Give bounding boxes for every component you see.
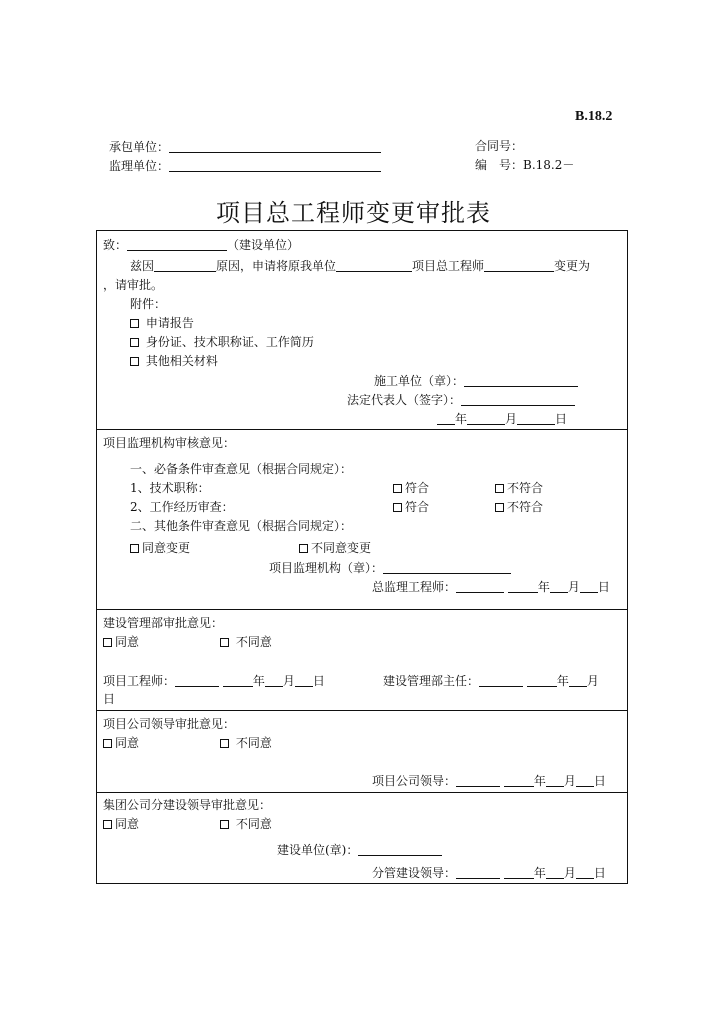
- attachment-item[interactable]: [130, 336, 314, 348]
- original-unit-blank[interactable]: [336, 259, 412, 272]
- reason-text-3: 项目总工程师: [412, 259, 485, 273]
- checkbox[interactable]: [393, 484, 402, 493]
- year-blank[interactable]: [437, 412, 455, 425]
- disagree-label: 不同意: [235, 635, 272, 649]
- supervisor-label: 监理单位：: [109, 159, 170, 173]
- day-label: 日: [593, 866, 606, 880]
- project-engineer-line: [103, 674, 325, 687]
- disagree-option[interactable]: [220, 818, 272, 830]
- tech-title-not-conform[interactable]: [495, 482, 543, 494]
- year-label: 年: [533, 774, 546, 788]
- contract-no-label: 合同号：: [475, 139, 524, 153]
- not-conform-label: 不符合: [507, 481, 544, 495]
- year-blank[interactable]: [508, 580, 538, 593]
- month-blank[interactable]: [467, 412, 505, 425]
- checkbox[interactable]: [220, 638, 229, 647]
- reason-text-4: 变更为: [554, 259, 591, 273]
- supervision-heading: 项目监理机构审核意见：: [103, 436, 236, 450]
- agree-option[interactable]: [103, 818, 139, 830]
- disagree-change-option[interactable]: [299, 542, 371, 554]
- supervision-org-blank[interactable]: [383, 561, 511, 574]
- month-label: 月: [586, 674, 599, 688]
- group-leader-line: [372, 866, 606, 879]
- unit-seal-label: 施工单位（章）：: [374, 374, 465, 388]
- required-review-title: 一、必备条件审查意见（根据合同规定）：: [130, 462, 353, 476]
- month-blank[interactable]: [550, 580, 568, 593]
- day-blank[interactable]: [576, 866, 594, 879]
- year-blank[interactable]: [223, 674, 253, 687]
- day-label: 日: [593, 774, 606, 788]
- attachment-label: 其他相关材料: [145, 354, 218, 368]
- not-conform-label: 不符合: [507, 500, 544, 514]
- company-leader-heading: 项目公司领导审批意见：: [103, 717, 236, 731]
- year-blank[interactable]: [527, 674, 557, 687]
- year-label: 年: [533, 866, 546, 880]
- divider-3: [96, 710, 628, 711]
- tech-title-item: 1、技术职称：: [130, 481, 210, 495]
- reason-end: ，请审批。: [103, 278, 164, 292]
- attachment-item[interactable]: [130, 317, 194, 329]
- to-suffix: （建设单位）: [227, 238, 300, 252]
- day-blank[interactable]: [517, 412, 555, 425]
- other-review-title: 二、其他条件审查意见（根据合同规定）：: [130, 519, 353, 533]
- year-blank[interactable]: [504, 866, 534, 879]
- year-blank[interactable]: [504, 774, 534, 787]
- contractor-field: [109, 140, 381, 153]
- supervisor-blank[interactable]: [169, 159, 381, 172]
- director-label: 建设管理部主任：: [383, 674, 480, 688]
- month-label: 月: [282, 674, 295, 688]
- day-blank[interactable]: [580, 580, 598, 593]
- divider-1: [96, 429, 628, 430]
- director-line: [383, 674, 599, 687]
- checkbox[interactable]: [220, 739, 229, 748]
- agree-option[interactable]: [103, 636, 139, 648]
- month-label: 月: [563, 866, 576, 880]
- supervisor-field: [109, 159, 381, 172]
- reason-text-1: 兹因: [130, 259, 155, 273]
- chief-engineer-line: [372, 580, 610, 593]
- project-engineer-blank[interactable]: [175, 674, 219, 687]
- agree-label: 同意: [115, 635, 140, 649]
- day-blank[interactable]: [576, 774, 594, 787]
- work-history-conform[interactable]: [393, 501, 429, 513]
- attachment-label: 身份证、技术职称证、工作简历: [145, 335, 314, 349]
- attachment-item[interactable]: [130, 355, 218, 367]
- month-label: 月: [505, 412, 518, 426]
- work-history-item: 2、工作经历审查：: [130, 500, 234, 514]
- month-label: 月: [563, 774, 576, 788]
- checkbox[interactable]: [103, 638, 112, 647]
- year-label: 年: [252, 674, 265, 688]
- company-leader-label: 项目公司领导：: [372, 774, 457, 788]
- checkbox[interactable]: [299, 544, 308, 553]
- director-day-label: 日: [103, 692, 116, 706]
- group-leader-label: 分管建设领导：: [372, 866, 457, 880]
- director-blank[interactable]: [479, 674, 523, 687]
- day-label: 日: [312, 674, 325, 688]
- agree-label: 同意: [115, 817, 140, 831]
- checkbox[interactable]: [393, 503, 402, 512]
- month-blank[interactable]: [569, 674, 587, 687]
- chief-engineer-label: 总监理工程师：: [372, 580, 457, 594]
- group-leader-blank[interactable]: [456, 866, 500, 879]
- original-engineer-blank[interactable]: [484, 259, 554, 272]
- month-label: 月: [567, 580, 580, 594]
- reason-text-2: 原因，申请将原我单位: [216, 259, 337, 273]
- month-blank[interactable]: [546, 866, 564, 879]
- form-code: B.18.2: [575, 109, 613, 124]
- month-blank[interactable]: [546, 774, 564, 787]
- divider-2: [96, 609, 628, 610]
- company-leader-line: [372, 774, 606, 787]
- agree-option[interactable]: [103, 737, 139, 749]
- checkbox[interactable]: [130, 544, 139, 553]
- checkbox[interactable]: [495, 484, 504, 493]
- legal-rep-line: [347, 393, 575, 406]
- to-blank[interactable]: [127, 238, 227, 251]
- agree-label: 同意: [115, 736, 140, 750]
- to-line: [103, 238, 299, 251]
- reason-line: [130, 259, 590, 272]
- month-blank[interactable]: [265, 674, 283, 687]
- checkbox[interactable]: [103, 820, 112, 829]
- group-leader-heading: 集团公司分建设领导审批意见：: [103, 798, 272, 812]
- supervision-org-line: [269, 561, 511, 574]
- reason-blank[interactable]: [154, 259, 216, 272]
- conform-label: 符合: [405, 481, 430, 495]
- day-label: 日: [597, 580, 610, 594]
- page-title: 项目总工程师变更审批表: [216, 199, 491, 227]
- disagree-label: 不同意: [235, 736, 272, 750]
- construction-unit-label: 建设单位(章)：: [277, 843, 359, 857]
- legal-rep-label: 法定代表人（签字）：: [347, 393, 462, 407]
- attachment-label: 申请报告: [145, 316, 194, 330]
- construction-unit-line: [277, 843, 442, 856]
- checkbox[interactable]: [495, 503, 504, 512]
- checkbox[interactable]: [220, 820, 229, 829]
- legal-rep-blank[interactable]: [461, 393, 575, 406]
- divider-4: [96, 792, 628, 793]
- project-engineer-label: 项目工程师：: [103, 674, 176, 688]
- checkbox[interactable]: [130, 338, 139, 347]
- year-label: 年: [556, 674, 569, 688]
- to-label: 致：: [103, 238, 128, 252]
- agree-change-option[interactable]: [130, 542, 190, 554]
- work-history-not-conform[interactable]: [495, 501, 543, 513]
- date-line: [437, 412, 567, 425]
- chief-engineer-blank[interactable]: [456, 580, 504, 593]
- unit-seal-blank[interactable]: [464, 374, 578, 387]
- tech-title-conform[interactable]: [393, 482, 429, 494]
- checkbox[interactable]: [130, 319, 139, 328]
- day-label: 日: [555, 412, 568, 426]
- checkbox[interactable]: [103, 739, 112, 748]
- year-label: 年: [455, 412, 468, 426]
- contractor-label: 承包单位：: [109, 140, 170, 154]
- unit-seal-line: [374, 374, 578, 387]
- disagree-change-label: 不同意变更: [311, 541, 372, 555]
- attachments-label: 附件：: [130, 297, 167, 311]
- year-label: 年: [537, 580, 550, 594]
- supervision-org-label: 项目监理机构（章）：: [269, 561, 384, 575]
- disagree-option[interactable]: [220, 636, 272, 648]
- conform-label: 符合: [405, 500, 430, 514]
- company-leader-blank[interactable]: [456, 774, 500, 787]
- day-blank[interactable]: [295, 674, 313, 687]
- construction-unit-blank[interactable]: [358, 843, 442, 856]
- disagree-option[interactable]: [220, 737, 272, 749]
- contractor-blank[interactable]: [169, 140, 381, 153]
- serial-label: 编 号：B.18.2－: [475, 158, 575, 172]
- management-heading: 建设管理部审批意见：: [103, 616, 224, 630]
- checkbox[interactable]: [130, 357, 139, 366]
- disagree-label: 不同意: [235, 817, 272, 831]
- agree-change-label: 同意变更: [142, 541, 191, 555]
